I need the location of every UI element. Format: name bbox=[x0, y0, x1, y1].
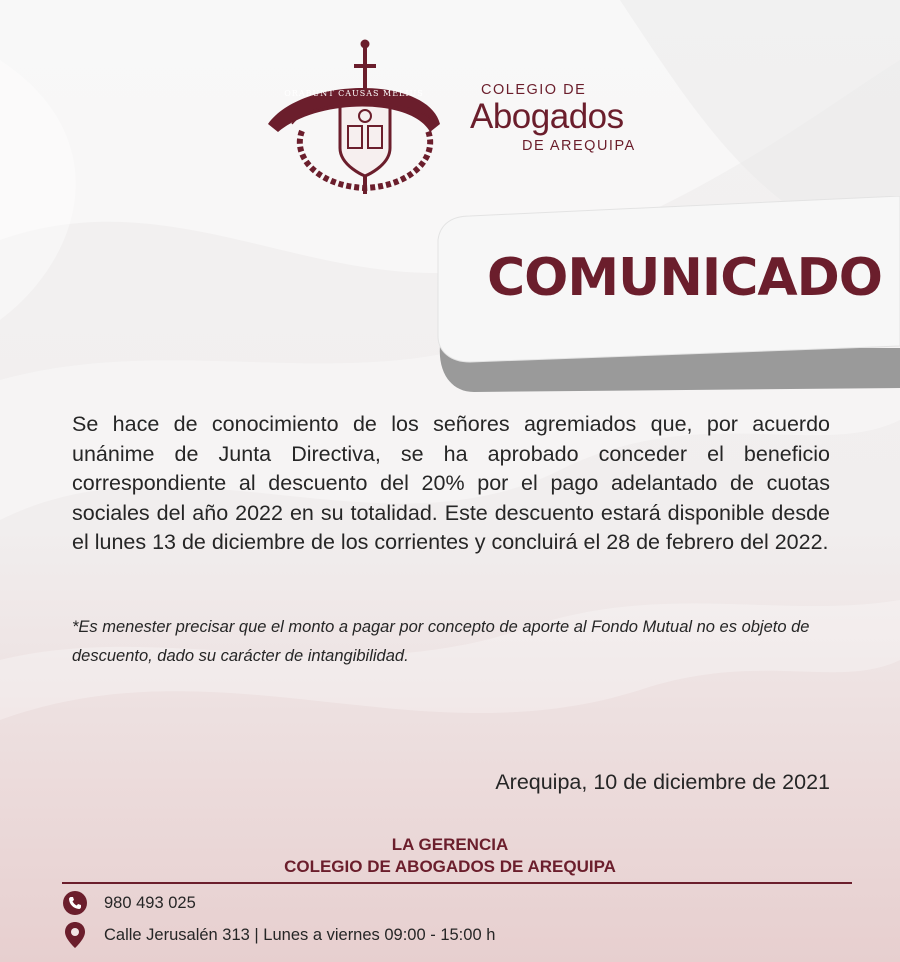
address-row bbox=[62, 922, 495, 948]
signature-block bbox=[0, 834, 900, 878]
college-seal-logo bbox=[262, 36, 442, 198]
signature-line-1: LA GERENCIA bbox=[391, 835, 509, 854]
address-text: Calle Jerusalén 313 | Lunes a viernes 09:00 - 15:00 h bbox=[104, 925, 496, 944]
brand-top-text: COLEGIO DE bbox=[481, 82, 587, 98]
phone-number: 980 493 025 bbox=[104, 893, 196, 912]
header bbox=[262, 36, 642, 201]
phone-row bbox=[62, 890, 196, 916]
seal-motto: ORABUNT CAUSAS MELIUS bbox=[284, 89, 424, 98]
title-banner bbox=[430, 196, 900, 396]
footnote: *Es menester precisar que el monto a pagar por concepto de aporte al Fondo Mutual no es objeto de descuento, dado su carácter de intangibilidad. bbox=[72, 618, 810, 665]
divider bbox=[62, 882, 852, 884]
body-paragraph: Se hace de conocimiento de los señores agremiados que, por acuerdo unánime de Junta Directiva, se ha aprobado conceder el beneficio correspondiente al descuento del 20% por el pago adelantado de cuotas sociales del año 2022 en su totalidad. Este descuento estará disponible desde el lunes 13 de diciembre de los corrientes y concluirá el 28 de febrero del 2022. bbox=[72, 412, 830, 554]
brand-main-text: Abogados bbox=[470, 97, 624, 136]
signature-line-2: COLEGIO DE ABOGADOS DE AREQUIPA bbox=[284, 857, 616, 876]
communique-title: COMUNICADO bbox=[487, 248, 882, 308]
location-pin-icon bbox=[62, 922, 88, 948]
date-line: Arequipa, 10 de diciembre de 2021 bbox=[495, 770, 830, 794]
brand-bottom-text: DE AREQUIPA bbox=[522, 138, 636, 154]
phone-icon bbox=[62, 890, 88, 916]
